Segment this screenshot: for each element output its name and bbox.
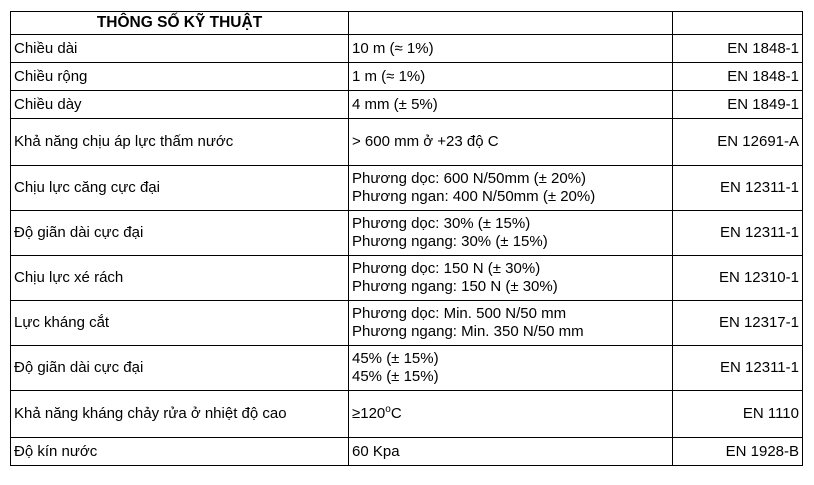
row-property: Chiều dày [11,91,349,119]
row-value [349,91,673,119]
row-property: Chịu lực xé rách [11,256,349,301]
row-value [349,346,673,391]
row-value [349,63,673,91]
value-line: Phương ngang: 30% (± 15%) [352,233,548,250]
row-value [349,301,673,346]
value-line: 4 mm (± 5%) [352,95,438,113]
row-standard: EN 12311-1 [673,166,803,211]
value-line: 60 Kpa [352,442,400,460]
spec-table [10,11,803,466]
row-standard: EN 12691-A [673,119,803,166]
value-line: Phương ngang: Min. 350 N/50 mm [352,323,584,340]
value-line: Phương ngan: 400 N/50mm (± 20%) [352,188,596,205]
value-line: Phương dọc: 30% (± 15%) [352,215,531,232]
table-row [11,346,803,391]
table-row [11,91,803,119]
value-line: > 600 mm ở +23 độ C [352,133,499,150]
value-line: Phương ngang: 150 N (± 30%) [352,278,558,295]
value-line: 45% (± 15%) [352,350,439,367]
table-row [11,301,803,346]
row-value [349,438,673,466]
row-property: Chịu lực căng cực đại [11,166,349,211]
row-value [349,166,673,211]
table-row [11,391,803,438]
row-value [349,391,673,438]
row-standard: EN 1928-B [673,438,803,466]
row-property: Chiều rộng [11,63,349,91]
row-value [349,256,673,301]
value-unit: C [390,405,402,422]
row-value [349,211,673,256]
row-property: Độ kín nước [11,438,349,466]
table-row [11,119,803,166]
value-line: 10 m (≈ 1%) [352,39,434,57]
row-value [349,119,673,166]
value-line: 1 m (≈ 1%) [352,67,426,85]
value-line: Phương dọc: 150 N (± 30%) [352,260,541,277]
row-standard: EN 1110 [673,391,803,438]
table-row [11,35,803,63]
row-standard: EN 1848-1 [673,35,803,63]
row-property: Chiều dài [11,35,349,63]
table-title: THÔNG SỐ KỸ THUẬT [11,12,349,35]
row-standard: EN 1848-1 [673,63,803,91]
row-value [349,35,673,63]
row-standard: EN 12310-1 [673,256,803,301]
row-property: Khả năng kháng chảy rửa ở nhiệt độ cao [11,391,349,438]
row-standard: EN 12311-1 [673,211,803,256]
row-standard: EN 1849-1 [673,91,803,119]
degree-sign: o [385,404,391,415]
header-cell-standard [673,12,803,35]
value-line: 45% (± 15%) [352,368,439,385]
value-line: Phương dọc: 600 N/50mm (± 20%) [352,170,587,187]
table-row [11,63,803,91]
value-line: Phương dọc: Min. 500 N/50 mm [352,305,567,322]
table-row [11,438,803,466]
row-standard: EN 12311-1 [673,346,803,391]
table-row [11,211,803,256]
value-main: ≥120 [352,405,386,422]
row-property: Lực kháng cắt [11,301,349,346]
row-property: Độ giãn dài cực đại [11,346,349,391]
row-property: Khả năng chịu áp lực thấm nước [11,119,349,166]
header-cell-value [349,12,673,35]
row-standard: EN 12317-1 [673,301,803,346]
table-header-row [11,12,803,35]
row-property: Độ giãn dài cực đại [11,211,349,256]
table-row [11,166,803,211]
table-row [11,256,803,301]
